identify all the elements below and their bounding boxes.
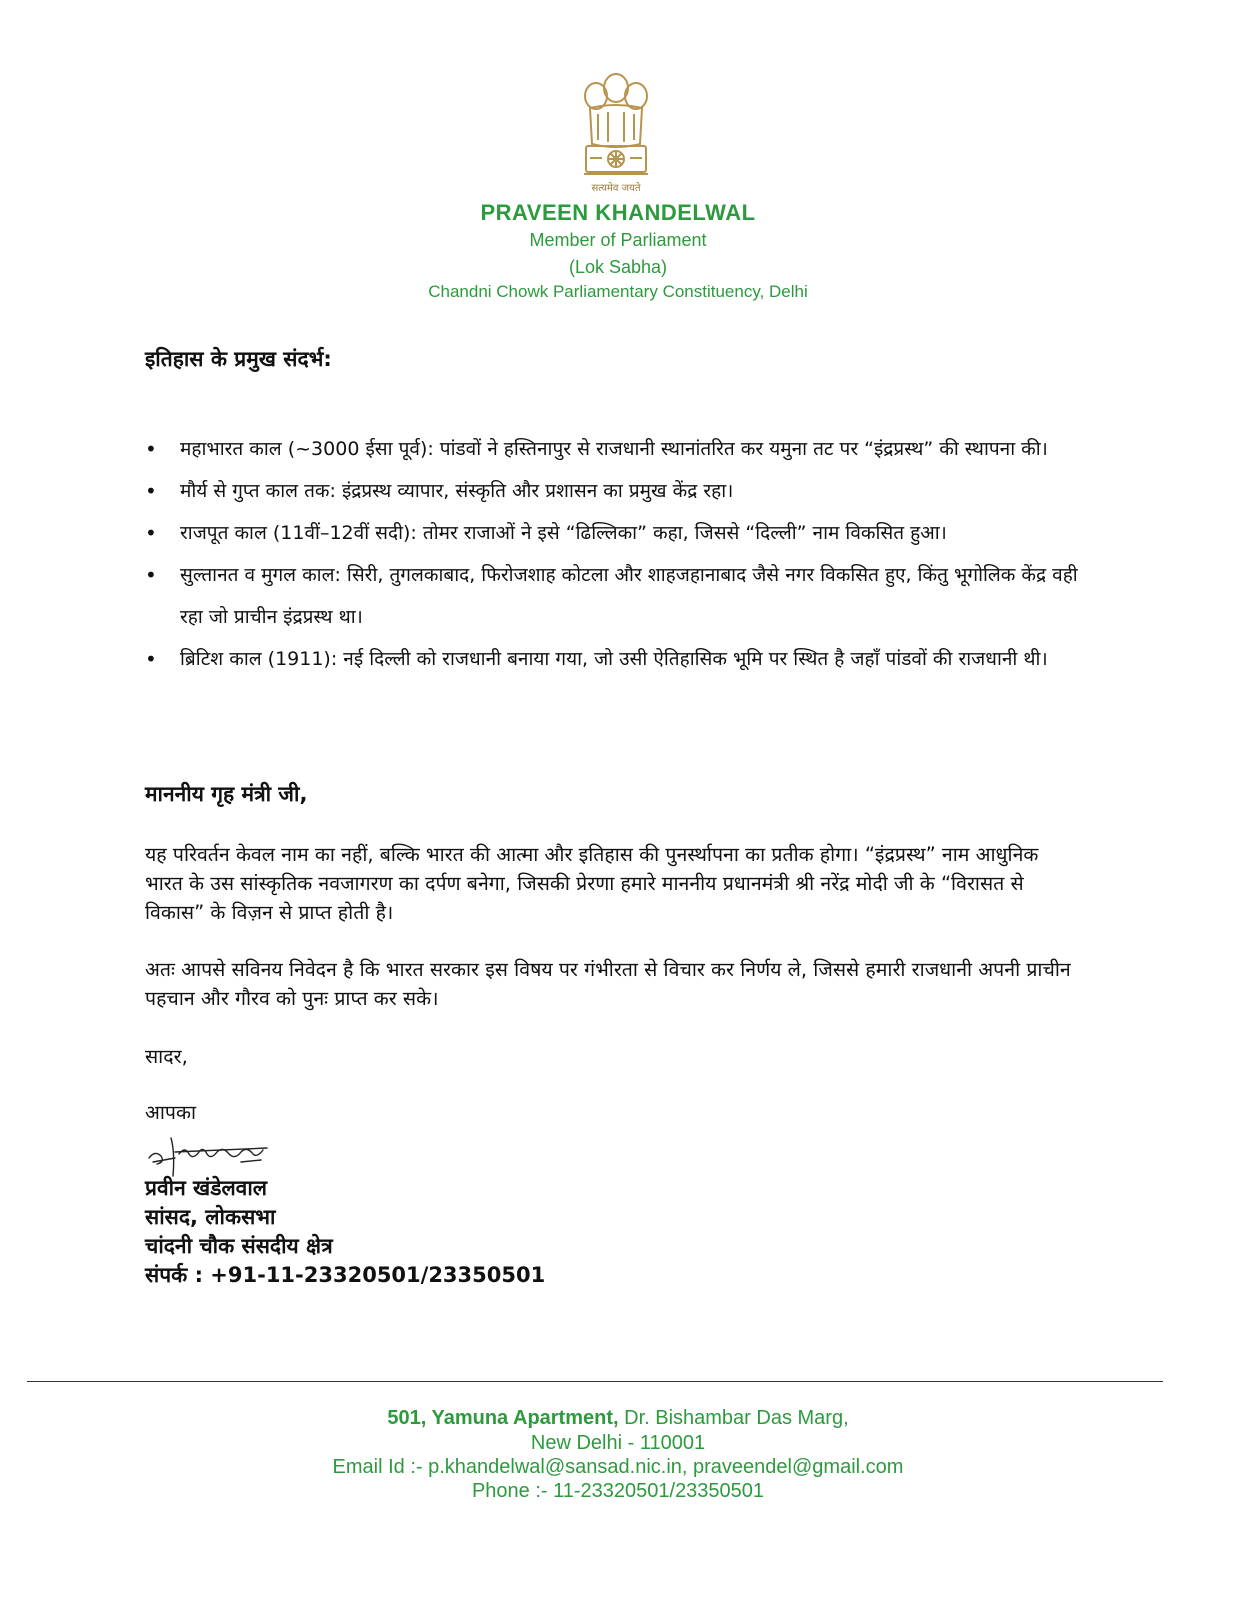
letterhead-title: Member of Parliament [529, 230, 707, 250]
list-item: • मौर्य से गुप्त काल तक: इंद्रप्रस्थ व्यापार, संस्कृति और प्रशासन का प्रमुख केंद्र रहा। [145, 470, 1090, 512]
footer-phone: Phone :- 11-23320501/23350501 [471, 1480, 765, 1502]
footer-address [0, 1407, 1236, 1430]
list-item: • ब्रिटिश काल (1911): नई दिल्ली को राजधानी बनाया गया, जो उसी ऐतिहासिक भूमि पर स्थित है जहाँ पांडवों की राजधानी थी। [145, 638, 1090, 680]
list-item: • राजपूत काल (11वीं–12वीं सदी): तोमर राजाओं ने इसे “ढिल्लिका” कहा, जिससे “दिल्ली” नाम विकसित हुआ। [145, 512, 1090, 554]
letterhead-constituency: Chandni Chowk Parliamentary Constituency, Delhi [428, 282, 808, 301]
paragraph-1: यह परिवर्तन केवल नाम का नहीं, बल्कि भारत की आत्मा और इतिहास की पुनर्स्थापना का प्रतीक होगा। “इंद्रप्रस्थ” नाम आधुनिक भारत के उस सांस्कृतिक नवजागरण का दर्पण बनेगा, जिसकी प्रेरणा हमारे माननीय प्रधानमंत्री श्री नरेंद्र मोदी जी के “विरासत से विकास” के विज़न से प्राप्त होती है। [145, 843, 1039, 924]
footer-email: Email Id :- p.khandelwal@sansad.nic.in, praveendel@gmail.com [332, 1456, 904, 1478]
signatory-constituency: चांदनी चौक संसदीय क्षेत्र [145, 1234, 333, 1258]
footer-city: New Delhi - 110001 [530, 1432, 706, 1454]
footer-address-rest: Dr. Bishambar Das Marg, [618, 1407, 849, 1429]
footer-divider [27, 1381, 1163, 1382]
list-item: • महाभारत काल (~3000 ईसा पूर्व): पांडवों ने हस्तिनापुर से राजधानी स्थानांतरित कर यमुना तट पर “इंद्रप्रस्थ” की स्थापना की। [145, 428, 1090, 470]
letterhead-house: (Lok Sabha) [568, 257, 668, 277]
signature-block [145, 1174, 545, 1290]
handwritten-signature [145, 1132, 275, 1178]
signatory-contact [145, 1261, 545, 1290]
footer-address-bold: 501, Yamuna Apartment, [387, 1407, 619, 1429]
section-heading: इतिहास के प्रमुख संदर्भ: [145, 347, 332, 371]
letterhead-name: PRAVEEN KHANDELWAL [480, 200, 756, 225]
emblem-motto: सत्यमेव जयते [591, 183, 641, 194]
paragraph-2: अतः आपसे सविनय निवेदन है कि भारत सरकार इस विषय पर गंभीरता से विचार कर निर्णय ले, जिससे हमारी राजधानी अपनी प्राचीन पहचान और गौरव को पुनः प्राप्त कर सके। [145, 958, 1071, 1010]
history-list [145, 428, 1090, 680]
national-emblem-icon [576, 66, 656, 196]
contact-number: +91-11-23320501/23350501 [210, 1263, 546, 1287]
signatory-designation: सांसद, लोकसभा [145, 1205, 276, 1229]
contact-label: संपर्क : [145, 1263, 203, 1287]
salutation: माननीय गृह मंत्री जी, [145, 782, 308, 806]
closing-yours: आपका [145, 1101, 197, 1124]
list-item: • सुल्तानत व मुगल काल: सिरी, तुगलकाबाद, फिरोजशाह कोटला और शाहजहानाबाद जैसे नगर विकसित हुए, किंतु भूगोलिक केंद्र वही रहा जो प्राचीन इंद्रप्रस्थ था। [145, 554, 1090, 638]
closing-regards: सादर, [145, 1045, 188, 1068]
signatory-name: प्रवीन खंडेलवाल [145, 1176, 268, 1200]
